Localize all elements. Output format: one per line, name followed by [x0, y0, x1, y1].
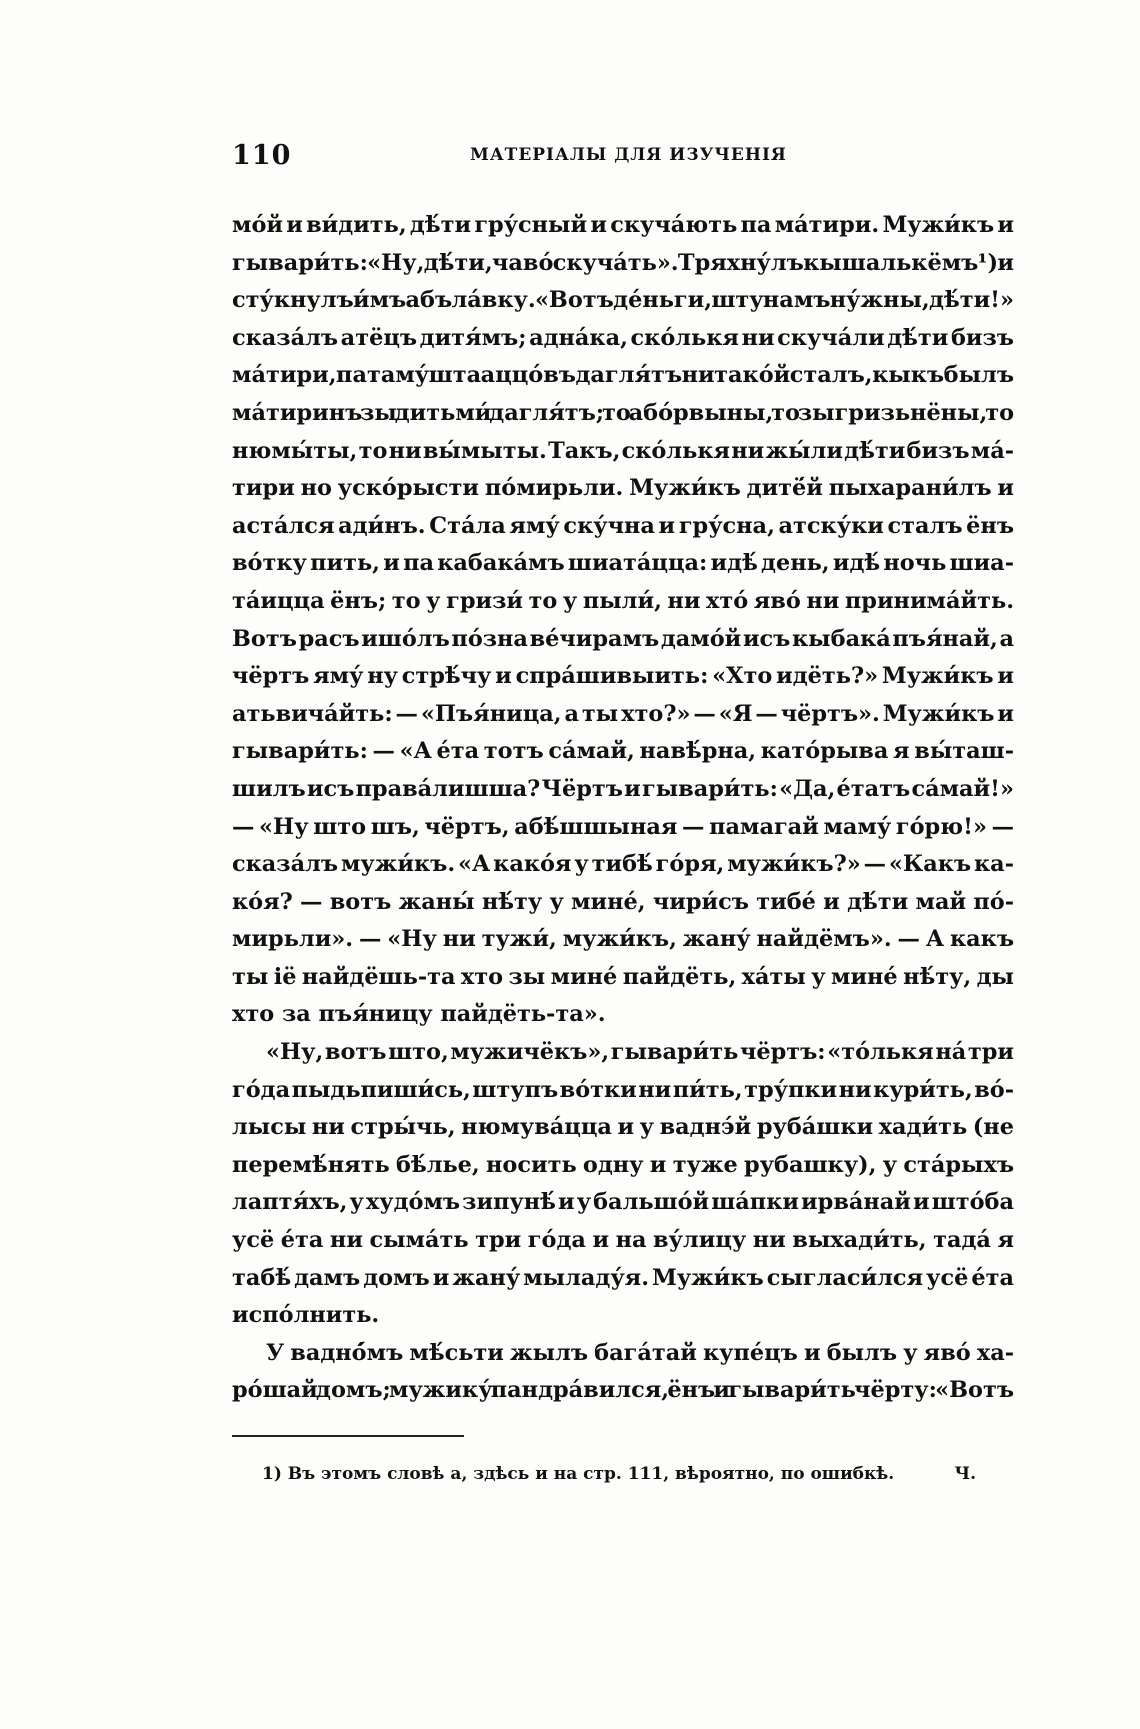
text-line: Вотъ расъ ишо́лъ по́зна ве́чирамъ дамо́й исъ кыбака́ пъя́най, а: [232, 625, 1014, 652]
text-line: тири но уско́рысти по́мирьли. Мужи́къ дитё́й пыхарани́лъ и: [232, 475, 1014, 502]
text-line: мо́й и ви́дить, дѣ́ти гру́сный и скуча́ють па ма́тири. Мужи́къ и: [232, 212, 1014, 238]
text-line: ма́тиринъ зы дитьми́ дагля́тъ; то або́рвыны, то зыгризьнёны, то: [232, 399, 1014, 426]
text-line: усё е́та ни сыма́ть три го́да и на ву́лицу ни выхади́ть, тада́ я: [232, 1227, 1014, 1254]
running-head: МАТЕРІАЛЫ ДЛЯ ИЗУЧЕНІЯ: [470, 145, 787, 165]
text-line: нюмы́ты, то ни вы́мыты. Такъ, ско́лькя ни жы́ли дѣ́ти бизъ ма́-: [232, 437, 1014, 464]
text-line: атьвича́йть: — «Пъя́ница, а ты хто?» — «Я — чёртъ». Мужи́къ и: [232, 700, 1014, 727]
text-line: сказа́лъ мужи́къ. «А како́я у тибѣ́ го́ря, мужи́къ?» — «Какъ ка-: [232, 851, 1014, 878]
text-line: та́ицца ёнъ; то у гризи́ то у пыли́, ни хто́ яво́ ни принима́йть.: [232, 587, 1014, 614]
footnote: [262, 1464, 1002, 1484]
text-line: гывари́ть: «Ну, дѣ́ти, чаво́ скуча́ть». Тряхну́лъ кышалькёмъ ¹) и: [232, 249, 1014, 276]
text-line: шилъ исъ права́лишша? Чёртъ и гывари́ть: «Да, е́татъ са́май!»: [232, 775, 1014, 802]
text-line: лаптя́хъ, у худо́мъ зипунѣ́ и у бальшо́й ша́пки ирва́най и што́ба: [232, 1189, 1014, 1216]
page-number: 110: [232, 140, 292, 171]
footnote-divider: [232, 1435, 464, 1437]
text-line: перемѣ́нять бѣ́лье, носить одну и туже рубашку), у ста́рыхъ: [232, 1151, 1014, 1178]
text-line: ма́тири, патаму́ шта аццо́въ дагля́тъ ни тако́й сталъ, кыкъ былъ: [232, 362, 1014, 389]
body-text: [232, 207, 1014, 1410]
text-line: аста́лся ади́нъ. Ста́ла яму́ ску́чна и гру́сна, атску́ки сталъ ёнъ: [232, 512, 1014, 539]
text-line: лысы ни стры́чь, нюмува́цца и у ваднэ́й руба́шки хади́ть (не: [232, 1114, 1014, 1141]
text-line: сту́кнулъ и́мъ абъ ла́вку. «Вотъ де́ньги, шту намъ ну́жны, дѣ́ти!»: [232, 287, 1014, 314]
text-line: испо́лнить.: [232, 1302, 380, 1329]
text-line: мирьли». — «Ну ни тужи́, мужи́къ, жану́ найдёмъ». — А какъ: [232, 926, 1014, 953]
footnote-text: 1) Въ этомъ словѣ а, здѣсь и на стр. 111, вѣроятно, по ошибкѣ.: [262, 1464, 895, 1484]
text-line: чёртъ яму́ ну стрѣ́чу и спра́шивыить: «Хто идёть?» Мужи́къ и: [232, 663, 1014, 690]
text-line: сказа́лъ атёцъ дитя́мъ; адна́ка, ско́лькя ни скуча́ли дѣ́ти бизъ: [232, 324, 1014, 351]
text-line: гывари́ть: — «А е́та тотъ са́май, навѣ́рна, като́рыва я вы́таш-: [232, 738, 1014, 765]
text-line: го́да пыдьпиши́сь, штупъ во́тки ни пи́ть, тру́пки ни кури́ть, во́-: [232, 1076, 1014, 1103]
text-line: ро́шай домъ; мужику́ пандра́вился, ёнъ и гывари́ть чёрту: «Вотъ: [232, 1377, 1014, 1404]
text-line: табѣ́ дамъ домъ и жану́ мыладу́я. Мужи́къ сыгласи́лся усё е́та: [232, 1264, 1014, 1291]
text-line: ко́я? — вотъ жаны́ нѣ́ту у мине́, чири́съ тибе́ и дѣ́ти май по́-: [232, 888, 1014, 915]
text-line: У ваднó́мъ мѣ́сьти жылъ бага́тай купе́цъ и былъ у яво́ ха-: [266, 1339, 1014, 1366]
text-line: «Ну, вотъ што, мужичёкъ», гывари́ть чёртъ: «то́лькя на́ три: [266, 1039, 1014, 1066]
text-line: — «Ну што шъ, чёртъ, абѣ́шшыная — памагай маму́ го́рю!» —: [232, 813, 1014, 840]
text-line: хто за пъя́ницу пайдёть-та».: [232, 1001, 606, 1028]
text-line: ты іё найдёшь-та хто зы мине́ пайдёть, ха́ты у мине́ нѣ́ту, ды: [232, 963, 1014, 990]
text-line: во́тку пить, и па кабака́мъ шиата́цца: идѣ́ день, идѣ́ ночь шиа-: [232, 550, 1014, 577]
footnote-signature: Ч.: [954, 1464, 976, 1484]
